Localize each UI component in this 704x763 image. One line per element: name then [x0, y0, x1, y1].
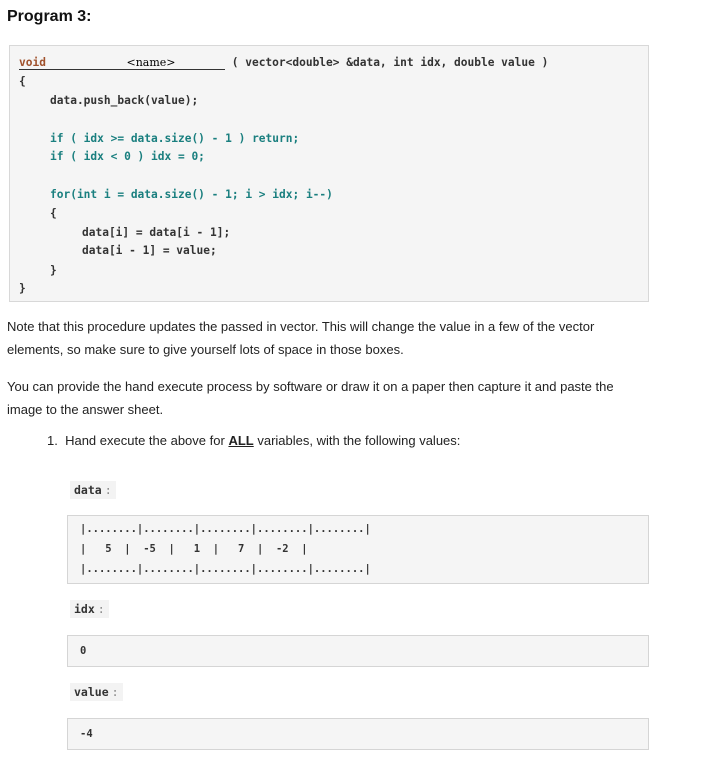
code-assign-value: data[i - 1] = value; — [82, 244, 217, 257]
note-submission-line-2: image to the answer sheet. — [7, 402, 164, 417]
value-label: value : — [70, 683, 123, 701]
note-submission-line-1: You can provide the hand execute process by software or draw it on a paper then capture it and paste the — [7, 379, 614, 394]
code-open-brace: { — [19, 75, 26, 88]
idx-value-box — [67, 635, 649, 667]
data-value-box — [67, 515, 649, 584]
idx-colon: : — [97, 602, 105, 616]
data-array-top-border: |........|........|........|........|........| — [80, 523, 371, 535]
value-value-box — [67, 718, 649, 750]
code-if-return: if ( idx >= data.size() - 1 ) return; — [50, 132, 300, 145]
data-colon: : — [104, 483, 112, 497]
question-text-post: variables, with the following values: — [257, 433, 461, 448]
question-1 — [47, 433, 460, 448]
note-submission — [7, 375, 677, 421]
page-title: Program 3: — [7, 8, 92, 25]
code-assign-shift: data[i] = data[i - 1]; — [82, 226, 231, 239]
function-params: ( vector<double> &data, int idx, double value ) — [231, 56, 549, 69]
code-for-loop: for(int i = data.size() - 1; i > idx; i--) — [50, 188, 333, 201]
data-label: data : — [70, 481, 116, 499]
code-loop-close: } — [50, 264, 57, 277]
question-text-pre: Hand execute the above for — [65, 433, 225, 448]
question-number: 1. — [47, 433, 58, 448]
note-updates — [7, 315, 677, 361]
idx-value: 0 — [80, 645, 87, 657]
return-type: void — [19, 56, 77, 70]
code-block — [9, 45, 649, 302]
idx-label: idx : — [70, 600, 109, 618]
code-close-brace: } — [19, 282, 26, 295]
value-value: -4 — [80, 728, 93, 740]
data-array-bottom-border: |........|........|........|........|........| — [80, 563, 371, 575]
function-name-blank: <name> — [77, 56, 225, 70]
function-signature — [19, 56, 548, 70]
data-array-values: | 5 | -5 | 1 | 7 | -2 | — [80, 543, 308, 555]
note-updates-line-1: Note that this procedure updates the passed in vector. This will change the value in a few of the vector — [7, 319, 595, 334]
note-updates-line-2: elements, so make sure to give yourself lots of space in those boxes. — [7, 342, 404, 357]
question-emphasis: ALL — [228, 433, 254, 448]
code-push-back: data.push_back(value); — [50, 94, 199, 107]
code-loop-open: { — [50, 207, 57, 220]
code-if-clamp: if ( idx < 0 ) idx = 0; — [50, 150, 205, 163]
value-colon: : — [111, 685, 119, 699]
